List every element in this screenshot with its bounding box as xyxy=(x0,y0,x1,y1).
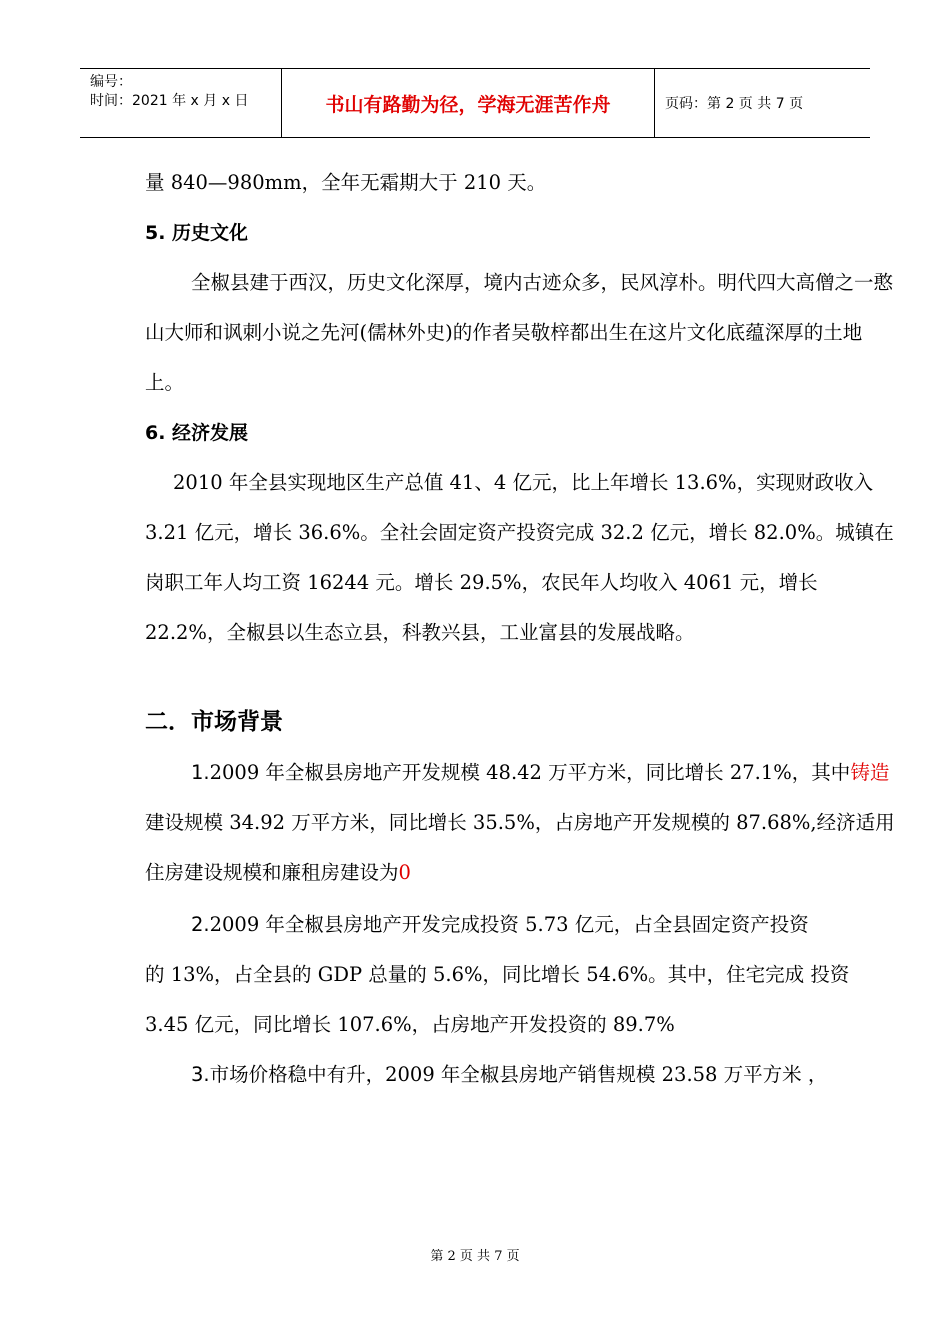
market-item-1-text-a: 2009 年全椒县房地产开发规模 48.42 万平方米，同比增长 27.1%，其中 xyxy=(209,761,851,784)
paragraph-continuation: 量 840—980mm，全年无霜期大于 210 天。 xyxy=(145,171,547,194)
market-item-1-text-b: 建设规模 34.92 万平方米，同比增长 35.5%，占房地产开发规模的 87.68%,经济适用住房建设规模和廉租房建设为 xyxy=(145,811,895,884)
market-item-2-line-2: 的 13%，占全县的 GDP 总量的 5.6%，同比增长 54.6%。其中，住宅完成 投资 xyxy=(145,963,850,986)
highlight-zero: 0 xyxy=(398,861,411,884)
market-item-2-line-3: 3.45 亿元，同比增长 107.6%，占房地产开发投资的 89.7% xyxy=(145,1013,675,1036)
header-page-number: 页码：第 2 页 共 7 页 xyxy=(665,96,804,112)
document-body xyxy=(145,158,895,1100)
market-item-2-line-1 xyxy=(145,900,895,950)
item-number: 2. xyxy=(191,913,210,936)
heading-history-culture: 5. 历史文化 xyxy=(145,222,249,244)
market-item-3-line-1 xyxy=(145,1050,895,1100)
section-heading-market-background: 二．市场背景 xyxy=(145,709,283,735)
document-number-label: 编号： xyxy=(90,74,132,90)
page-header xyxy=(80,68,870,138)
paragraph-history-culture: 全椒县建于西汉，历史文化深厚，境内古迹众多，民风淳朴。明代四大高僧之一憨山大师和讽刺小说之先河(儒林外史)的作者吴敬梓都出生在这片文化底蕴深厚的土地上。 xyxy=(145,271,894,394)
market-background-section xyxy=(145,748,895,1100)
header-meta xyxy=(80,69,282,137)
header-motto: 书山有路勤为径，学海无涯苦作舟 xyxy=(282,69,655,137)
item-number: 1. xyxy=(191,761,210,784)
page-footer: 第 2 页 共 7 页 xyxy=(430,1249,520,1264)
market-item-3-text-1: 市场价格稳中有升，2009 年全椒县房地产销售规模 23.58 万平方米 ， xyxy=(209,1063,828,1086)
heading-economic-development: 6. 经济发展 xyxy=(145,422,249,444)
item-number: 3. xyxy=(191,1063,210,1086)
document-date: 时间：2021 年 x 月 x 日 xyxy=(90,93,249,109)
paragraph-economic-development: 2010 年全县实现地区生产总值 41、4 亿元，比上年增长 13.6%，实现财政收入 3.21 亿元，增长 36.6%。全社会固定资产投资完成 32.2 亿元，增长 82.0%。城镇在岗职工年人均工资 16244 元。增长 29.5%，农民年人均收入 4061 元，增长 22.2%，全椒县以生态立县，科教兴县，工业富县的发展战略。 xyxy=(145,471,894,644)
market-item-2-text-1: 2009 年全椒县房地产开发完成投资 5.73 亿元，占全县固定资产投资 xyxy=(209,913,809,936)
market-item-1 xyxy=(145,748,895,898)
highlight-text: 铸造 xyxy=(850,761,890,784)
